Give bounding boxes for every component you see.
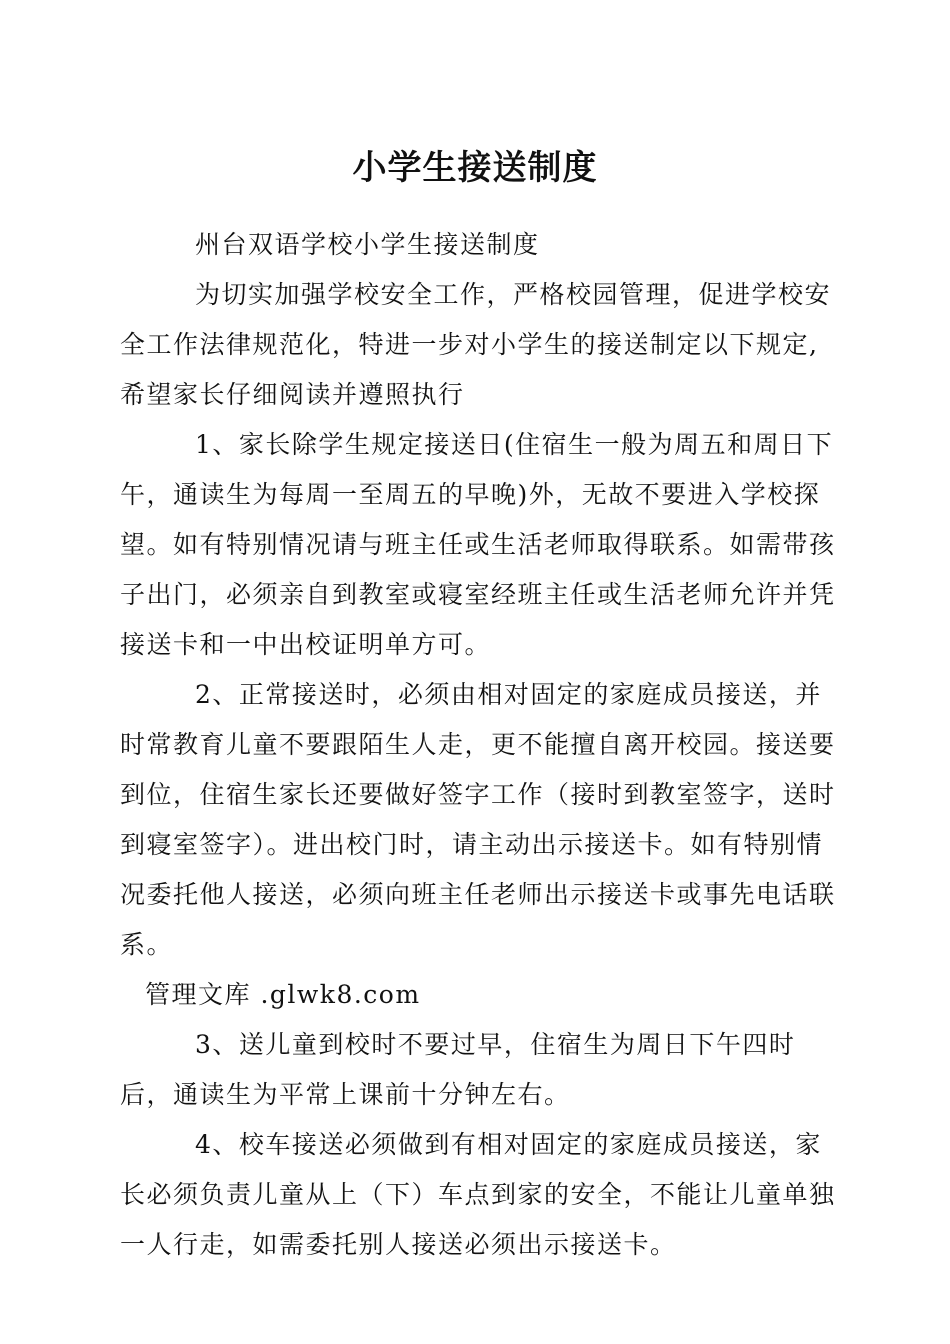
intro-paragraph: 为切实加强学校安全工作，严格校园管理，促进学校安全工作法律规范化，特进一步对小学生的接送制定以下规定,希望家长仔细阅读并遵照执行 [120,280,832,409]
rule-4-paragraph: 4、校车接送必须做到有相对固定的家庭成员接送，家长必须负责儿童从上（下）车点到家的安全，不能让儿童单独一人行走，如需委托别人接送必须出示接送卡。 [120,1130,836,1259]
source-note: 管理文库 .glwk8.com [145,980,421,1009]
document-body [120,220,840,1270]
document-title: 小学生接送制度 [352,148,598,188]
rule-2-paragraph: 2、正常接送时，必须由相对固定的家庭成员接送，并时常教育儿童不要跟陌生人走，更不能擅自离开校园。接送要到位，住宿生家长还要做好签字工作（接时到教室签字，送时到寝室签字）。进出校门时，请主动出示接送卡。如有特别情况委托他人接送，必须向班主任老师出示接送卡或事先电话联系。 [120,680,836,959]
rule-1-paragraph: 1、家长除学生规定接送日(住宿生一般为周五和周日下午，通读生为每周一至周五的早晚)外，无故不要进入学校探望。如有特别情况请与班主任或生活老师取得联系。如需带孩子出门，必须亲自到教室或寝室经班主任或生活老师允许并凭接送卡和一中出校证明单方可。 [120,430,836,659]
rule-3-paragraph: 3、送儿童到校时不要过早，住宿生为周日下午四时后，通读生为平常上课前十分钟左右。 [120,1030,796,1109]
subtitle-paragraph: 州台双语学校小学生接送制度 [195,230,540,259]
